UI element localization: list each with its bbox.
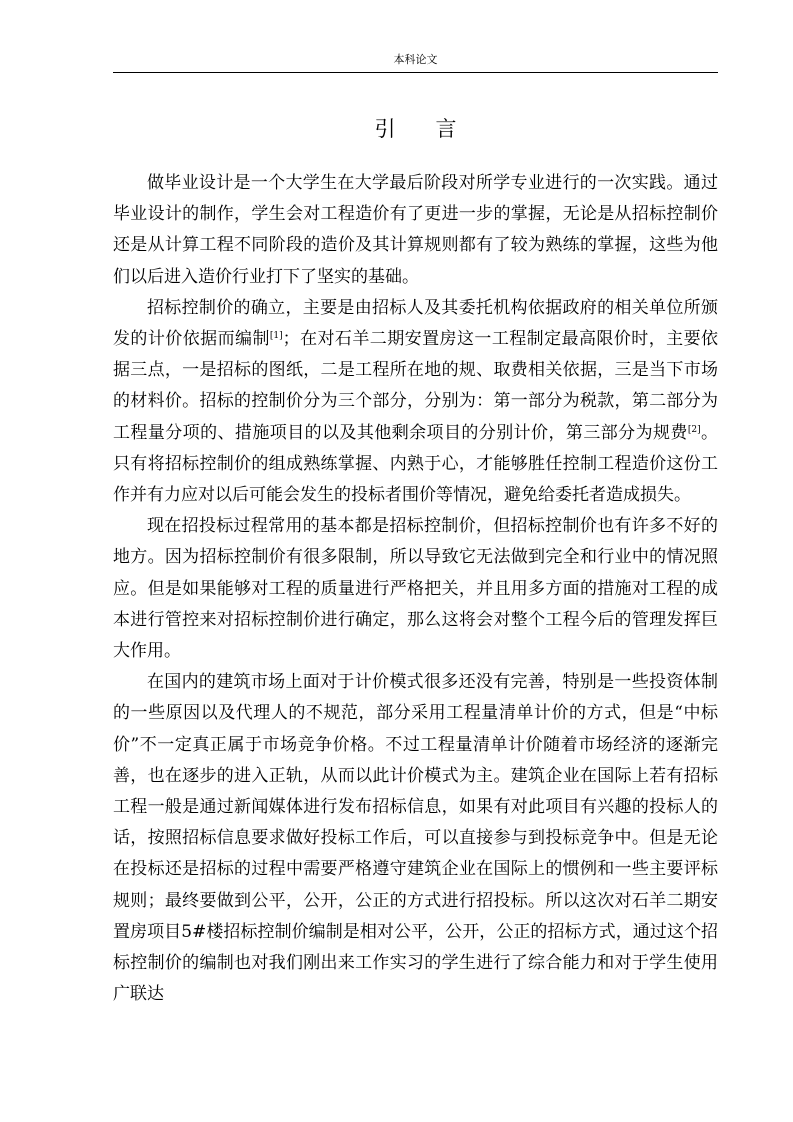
header-rule (113, 72, 718, 73)
body-text (113, 168, 718, 1010)
citation-ref-2: [2] (687, 424, 701, 435)
paragraph-4: 在国内的建筑市场上面对于计价模式很多还没有完善，特别是一些投资体制的一些原因以及代理人的不规范，部分采用工程量清单计价的方式，但是“中标价”不一定真正属于市场竞争价格。不过工程量清单计价随着市场经济的逐渐完善，也在逐步的进入正轨，从而以此计价模式为主。建筑企业在国际上若有招标工程一般是通过新闻媒体进行发布招标信息，如果有对此项目有兴趣的投标人的话，按照招标信息要求做好投标工作后，可以直接参与到投标竞争中。但是无论在投标还是招标的过程中需要严格遵守建筑企业在国际上的惯例和一些主要评标规则；最终要做到公平，公开，公正的方式进行招投标。所以这次对石羊二期安置房项目5#楼招标控制价编制是相对公平，公开，公正的招标方式，通过这个招标控制价的编制也对我们刚出来工作实习的学生进行了综合能力和对于学生使用广联达 (113, 672, 718, 1005)
paragraph-2-part-3: 。只有将招标控制价的组成熟练掌握、内熟于心，才能够胜任控制工程造价这份工作并有力应对以后可能会发生的投标者围价等情况，避免给委托者造成损失。 (113, 422, 719, 506)
section-title-char-1: 引 (374, 117, 396, 141)
paragraph-2-part-1: 招标控制价的确立，主要是由招标人及其委托机构依据政府的相关单位所颁发的计价依据而编制 (113, 297, 718, 350)
paragraph-1: 做毕业设计是一个大学生在大学最后阶段对所学专业进行的一次实践。通过毕业设计的制作，学生会对工程造价有了更进一步的掌握，无论是从招标控制价还是从计算工程不同阶段的造价及其计算规则都有了较为熟练的掌握，这些为他们以后进入造价行业打下了坚实的基础。 (113, 173, 718, 287)
page-header: 本科论文 (393, 53, 438, 66)
section-title (113, 115, 718, 143)
paragraph-2-part-2: ；在对石羊二期安置房这一工程制定最高限价时，主要依据三点，一是招标的图纸，二是工程所在地的规、取费相关依据，三是当下市场的材料价。招标的控制价分为三个部分，分别为：第一部分为税款，第二部分为工程量分项的、措施项目的以及其他剩余项目的分别计价，第三部分为规费 (113, 329, 719, 443)
citation-ref-1: [1] (269, 331, 283, 342)
section-title-char-2: 言 (435, 117, 457, 141)
paragraph-2 (113, 293, 718, 511)
paragraph-3: 现在招投标过程常用的基本都是招标控制价，但招标控制价也有许多不好的地方。因为招标控制价有很多限制，所以导致它无法做到完全和行业中的情况照应。但是如果能够对工程的质量进行严格把关，并且用多方面的措施对工程的成本进行管控来对招标控制价进行确定，那么这将会对整个工程今后的管理发挥巨大作用。 (113, 516, 718, 662)
